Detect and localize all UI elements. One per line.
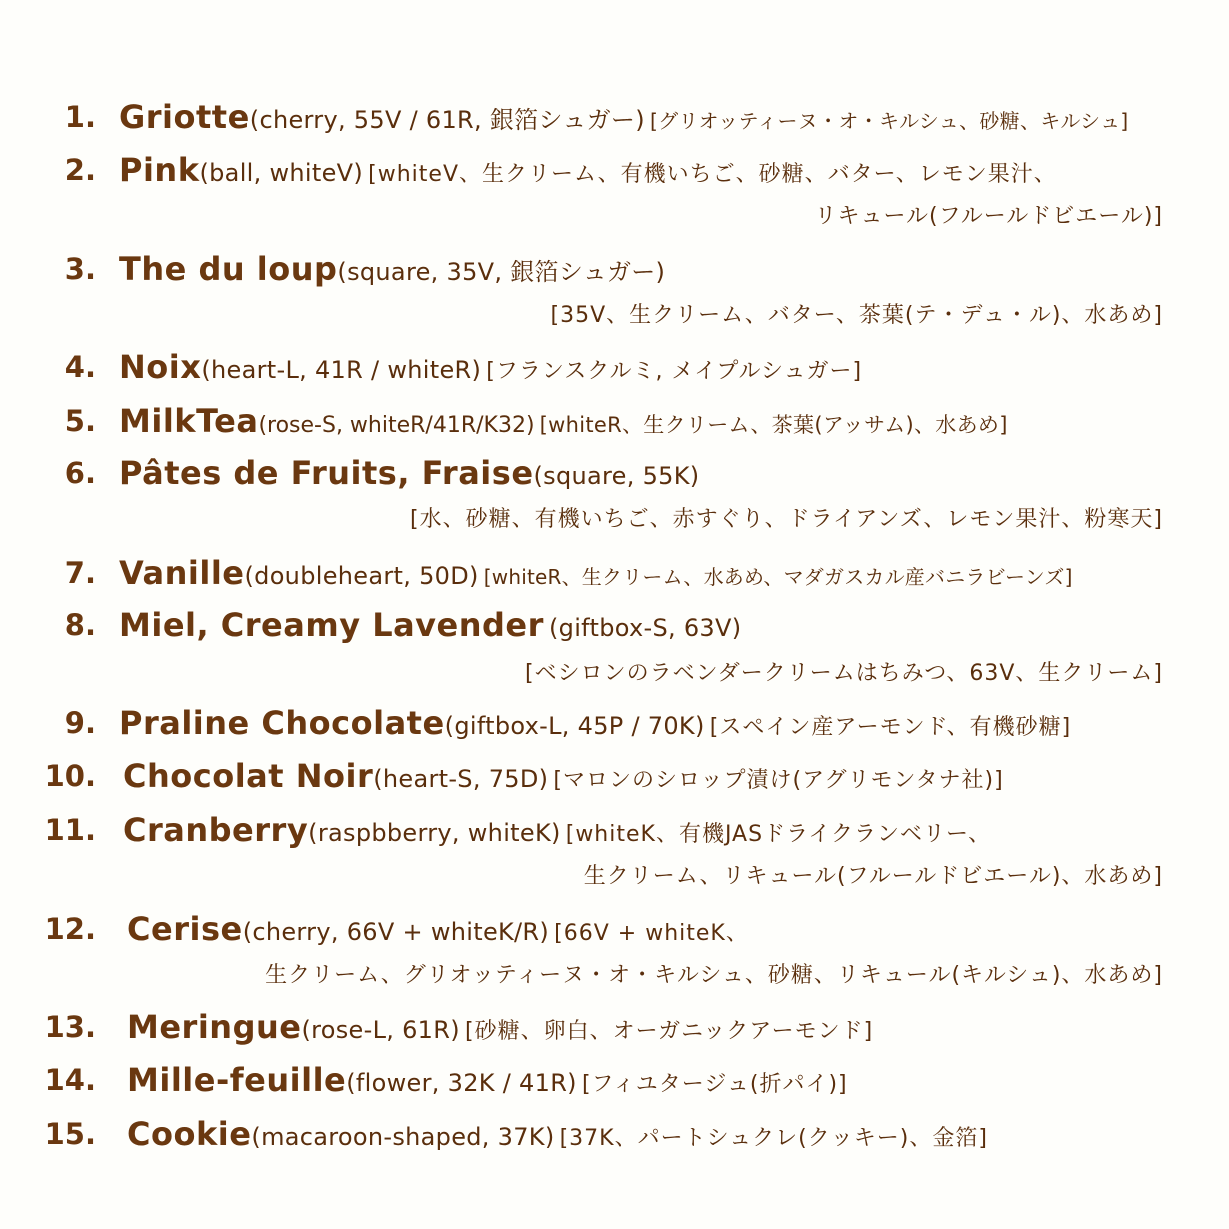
item-number: 3. [64,252,96,286]
item-ingredients: [グリオッティーヌ・オ・キルシュ、砂糖、キルシュ] [649,109,1129,133]
item-number: 11. [44,813,96,847]
item-number: 8. [64,608,96,642]
item-spec: (square, 35V, 銀箔シュガー) [337,258,666,286]
item-ingredients-continued: [35V、生クリーム、バター、茶葉(テ・デュ・ル)、水あめ] [550,303,1163,328]
item-name: Chocolat Noir [123,757,374,795]
item-spec: (raspbberry, whiteK) [308,819,561,847]
item-name: Mille-feuille [127,1061,347,1099]
item-name: Cranberry [123,811,309,849]
item-name: Praline Chocolate [119,704,445,742]
item-name: MilkTea [119,402,259,440]
item-ingredients: [whiteR、生クリーム、水あめ、マダガスカル産バニラビーンズ] [483,565,1073,589]
item-ingredients-continued: [水、砂糖、有機いちご、赤すぐり、ドライアンズ、レモン果汁、粉寒天] [410,507,1163,532]
item-name: Meringue [127,1008,302,1046]
item-number: 4. [64,350,96,384]
item-spec: (cherry, 66V + whiteK/R) [242,918,550,946]
item-ingredients: [スペイン産アーモンド、有機砂糖] [709,715,1072,740]
item-spec: (ball, whiteV) [199,159,364,187]
item-spec: (flower, 32K / 41R) [346,1069,577,1097]
item-ingredients: [マロンのシロップ漬け(アグリモンタナ社)] [553,768,1004,793]
item-name: Noix [119,348,202,386]
item-ingredients: [フィユタージュ(折パイ)] [581,1072,848,1097]
item-name: Cookie [127,1115,252,1153]
item-spec: (cherry, 55V / 61R, 銀箔シュガー) [249,106,645,134]
item-number: 12. [44,912,96,946]
item-ingredients: [フランスクルミ, メイプルシュガー] [486,359,863,384]
item-name: Pâtes de Fruits, Fraise [119,454,534,492]
item-spec: (heart-L, 41R / whiteR) [201,356,482,384]
item-spec: (square, 55K) [533,462,700,490]
item-number: 5. [64,404,96,438]
item-number: 15. [44,1117,96,1151]
item-name: Griotte [119,98,250,136]
item-spec: (macaroon-shaped, 37K) [251,1123,555,1151]
item-spec: (rose-S, whiteR/41R/K32) [258,413,535,438]
item-number: 13. [44,1010,96,1044]
item-number: 7. [64,556,96,590]
item-name: Pink [119,151,200,189]
item-ingredients: [66V + whiteK、 [554,921,749,946]
item-ingredients: [whiteK、有機JASドライクランベリー、 [565,822,992,847]
item-spec: (giftbox-L, 45P / 70K) [444,712,705,740]
item-name: Cerise [127,910,243,948]
item-name: The du loup [119,250,338,288]
item-ingredients: [whiteV、生クリーム、有機いちご、砂糖、バター、レモン果汁、 [368,162,1057,187]
item-number: 10. [44,759,96,793]
item-ingredients: [砂糖、卵白、オーガニックアーモンド] [465,1019,874,1044]
item-ingredients-continued: [ベシロンのラベンダークリームはちみつ、63V、生クリーム] [524,661,1163,686]
item-ingredients-continued: 生クリーム、リキュール(フルールドビエール)、水あめ] [583,864,1163,889]
item-name: Vanille [119,554,245,592]
item-spec: (heart-S, 75D) [373,765,549,793]
item-spec: (rose-L, 61R) [301,1016,460,1044]
item-ingredients-continued: リキュール(フルールドビエール)] [814,204,1163,229]
item-spec: (giftbox-S, 63V) [549,614,742,642]
item-name: Miel, Creamy Lavender [119,606,544,644]
item-number: 6. [64,456,96,490]
item-number: 2. [64,153,96,187]
item-ingredients-continued: 生クリーム、グリオッティーヌ・オ・キルシュ、砂糖、リキュール(キルシュ)、水あめ] [265,963,1163,988]
item-spec: (doubleheart, 50D) [244,562,479,590]
item-ingredients: [37K、パートシュクレ(クッキー)、金箔] [559,1126,988,1151]
item-number: 14. [44,1063,96,1097]
item-ingredients: [whiteR、生クリーム、茶葉(アッサム)、水あめ] [539,413,1008,437]
item-number: 1. [64,100,96,134]
item-number: 9. [64,706,96,740]
